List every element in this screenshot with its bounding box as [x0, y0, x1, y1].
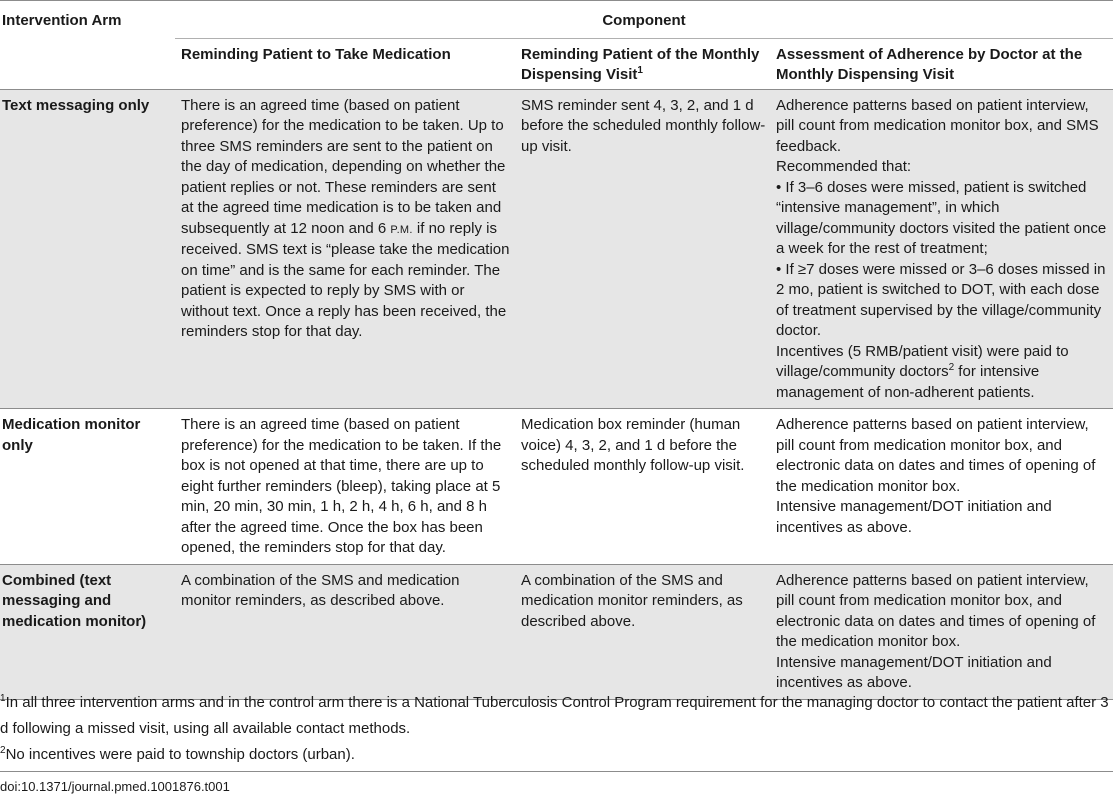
assessment-line: Intensive management/DOT initiation and incentives as above. [776, 653, 1052, 691]
footnote-2-marker: 2 [0, 745, 6, 756]
assessment-line [776, 342, 1111, 404]
assessment-line: Recommended that: [776, 158, 912, 175]
pm-abbrev: P.M. [390, 223, 413, 236]
assessment-bullet: • If 3–6 doses were missed, patient is switched “intensive management”, in which village/community doctors visited the patient once a week for the rest of treatment; [776, 178, 1107, 257]
footnote-1-text: In all three intervention arms and in the control arm there is a National Tuberculosis Control Program requirement for the managing doctor to contact the patient after 3 d following a missed visit, using all available contact methods. [0, 694, 1109, 737]
arm-cell: Text messaging only [0, 89, 175, 409]
header-reminding-medication: Reminding Patient to Take Medication [175, 38, 513, 89]
adherence-assessment-cell [768, 409, 1113, 565]
header-intervention-arm: Intervention Arm [0, 1, 175, 39]
table-row [0, 89, 1113, 409]
medication-reminder-text-a: There is an agreed time (based on patient preference) for the medication to be taken. Up to three SMS reminders are sent to the patient on the day of medication, depending on whether the patient replies or not. These reminders are sent at the agreed time medication is to be taken and subsequently at 12 noon and 6 [181, 96, 506, 237]
header-component: Component [175, 1, 1113, 39]
assessment-line: Adherence patterns based on patient interview, pill count from medication monitor box, and electronic data on dates and times of opening of the medication monitor box. [776, 571, 1096, 650]
adherence-assessment-cell [768, 89, 1113, 409]
doi-link[interactable]: doi:10.1371/journal.pmed.1001876.t001 [0, 779, 230, 794]
assessment-line: Adherence patterns based on patient interview, pill count from medication monitor box, and SMS feedback. [776, 96, 1099, 155]
assessment-bullet: • If ≥7 doses were missed or 3–6 doses missed in 2 mo, patient is switched to DOT, with each dose of treatment supervised by the village/community doctor. [776, 260, 1106, 339]
header-empty-cell [0, 38, 175, 89]
adherence-assessment-cell [768, 564, 1113, 699]
table-footnotes [0, 690, 1113, 768]
footnote-ref-2: 2 [948, 362, 955, 373]
footnote-1 [0, 690, 1113, 742]
visit-reminder-cell: A combination of the SMS and medication monitor reminders, as described above. [513, 564, 768, 699]
visit-reminder-cell: Medication box reminder (human voice) 4, 3, 2, and 1 d before the scheduled monthly follow-up visit. [521, 416, 745, 474]
table-row [0, 564, 1113, 699]
medication-reminder-cell: A combination of the SMS and medication monitor reminders, as described above. [175, 564, 513, 699]
medication-reminder-cell: There is an agreed time (based on patient preference) for the medication to be taken. If the box is not opened at that time, there are up to eight further reminders (bleep), taking place at 5 min, 20 min, 30 min, 1 h, 2 h, 4 h, 6 h, and 8 h after the agreed time. Once the box has been opened, the reminders stop for that day. [181, 416, 502, 556]
header-row-sub [0, 38, 1113, 89]
divider [0, 771, 1113, 772]
header-reminding-visit [513, 38, 768, 89]
footnote-2 [0, 742, 1113, 768]
assessment-line: Adherence patterns based on patient interview, pill count from medication monitor box, and electronic data on dates and times of opening of the medication monitor box. [776, 416, 1096, 495]
medication-reminder-cell [175, 89, 513, 409]
arm-cell: Medication monitor only [2, 416, 141, 454]
footnote-2-text: No incentives were paid to township doctors (urban). [5, 746, 355, 763]
header-assessment-adherence: Assessment of Adherence by Doctor at the Monthly Dispensing Visit [768, 38, 1113, 89]
incentives-text-a: Incentives (5 RMB/patient visit) were paid to village/community doctors [776, 342, 1069, 380]
visit-reminder-cell: SMS reminder sent 4, 3, 2, and 1 d before the scheduled monthly follow-up visit. [513, 89, 768, 409]
arm-cell: Combined (text messaging and medication monitor) [0, 564, 175, 699]
medication-reminder-text-b: if no reply is received. SMS text is “please take the medication on time” and is the same for each reminder. The patient is expected to reply by SMS with or without text. Once a reply has been received, the reminders stop for that day. [181, 219, 510, 340]
table-row [0, 409, 1113, 565]
header-row-top [0, 1, 1113, 39]
incentives-text-b: for intensive management of non-adherent patients. [776, 363, 1040, 401]
header-reminding-visit-text: Reminding Patient of the Monthly Dispensing Visit [521, 45, 760, 83]
footnote-ref-1: 1 [637, 65, 643, 76]
footnote-1-marker: 1 [0, 693, 6, 704]
assessment-line: Intensive management/DOT initiation and incentives as above. [776, 498, 1052, 536]
